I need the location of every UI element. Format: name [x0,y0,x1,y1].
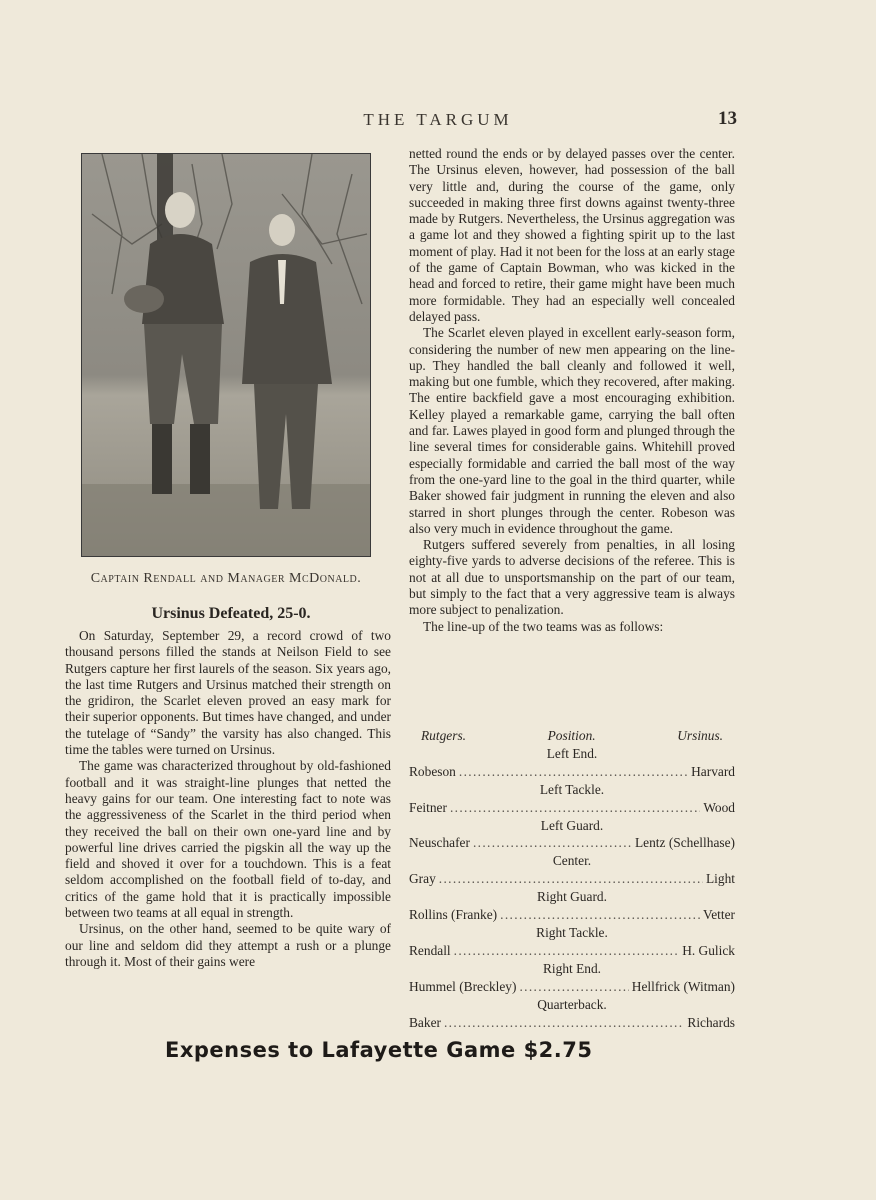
lineup-ursinus-player: Vetter [703,907,735,923]
lineup-position: Quarterback. [537,996,607,1012]
paragraph: The game was characterized throughout by old-fashioned football and it was straight-line plunges that netted the heavy gains for our team. One interesting fact to note was the aggressiveness of the Scarlet in the third period when they received the ball on their own one-yard line and by powerful line drives carried the pigskin all the way up the field and shoved it over for a touchdown. This is a feat seldom accomplished on the football field of to-day, and critics of the game hold that it is practically impossible between two teams at all equal in strength. [65,758,391,921]
lineup-row [409,978,735,996]
lineup-ursinus-player: Wood [703,799,735,815]
lineup-rows [409,745,735,1032]
leader-dots [500,906,700,924]
lineup-row [409,1014,735,1032]
paragraph: Ursinus, on the other hand, seemed to be quite wary of our line and seldom did they attempt a rush or a plunge through it. Most of their gains were [65,921,391,969]
lineup-ursinus-player: Lentz (Schellhase) [634,835,735,851]
lineup-ursinus-player: H. Gulick [682,942,735,958]
lineup-header-position: Position. [547,728,596,743]
article-column-right [409,146,735,635]
article-column-left [65,628,391,970]
lineup-row [409,834,735,852]
lineup-position: Center. [552,853,592,869]
lineup-ursinus-player: Hellfrick (Witman) [631,978,735,994]
lineup-header-rutgers: Rutgers. [421,728,467,743]
lineup-position: Right End. [542,960,602,976]
leader-dots [444,1014,684,1032]
lineup-rutgers-player: Feitner [409,799,447,815]
lineup-ursinus-player: Richards [687,1014,735,1030]
paragraph: On Saturday, September 29, a record crowd of two thousand persons filled the stands at Neilson Field to see Rutgers capture her first laurels of the season. Six years ago, the last time Rutgers and Ursinus matched their strength on the gridiron, the Scarlet eleven proved an easy mark for their superior opponents. But times have changed, and under the tutelage of “Sandy” the varsity has also changed. This time the tables were turned on Ursinus. [65,628,391,758]
lineup-ursinus-player: Light [705,871,735,887]
leader-dots [454,942,680,960]
lineup-row [409,799,735,817]
lineup-rutgers-player: Hummel (Breckley) [409,978,517,994]
lineup-rutgers-player: Gray [409,871,436,887]
lineup-rutgers-player: Rollins (Franke) [409,907,498,923]
paragraph: The line-up of the two teams was as follows: [423,618,664,634]
lineup-rutgers-player: Neuschafer [409,835,470,851]
lineup-position: Left Guard. [540,817,604,833]
leader-dots [459,763,688,781]
photo-illustration [82,154,370,556]
lineup-rutgers-player: Baker [409,1014,441,1030]
paragraph: Rutgers suffered severely from penalties, in all losing eighty-five yards to adverse decisions of the referee. This is not at all due to unsportsmanship on the part of our team, but simply to the fact that a very aggressive team is always more subject to penalization. [409,537,735,618]
lineup-table [409,727,735,1031]
leader-dots [519,978,628,996]
lineup-header [409,727,735,745]
lineup-header-ursinus: Ursinus. [677,728,723,743]
paragraph: The Scarlet eleven played in excellent early-season form, considering the number of new men appearing on the line-up. They handled the ball cleanly and followed it well, making but one fumble, which they recovered, after making. The entire backfield gave a most encouraging exhibition. Kelley played a remarkable game, carrying the ball often and far. Lawes played in good form and plunged through the line several times for considerable gains. Whitehill proved especially formidable and carried the ball most of the way from the one-yard line to the goal in the third quarter, while Baker showed fair judgment in running the eleven and also starred in short plunges through the center. Robeson was also very much in evidence throughout the game. [409,325,735,536]
lineup-row [409,763,735,781]
running-title: THE TARGUM [363,110,513,129]
article-title: Ursinus Defeated, 25-0. [151,605,311,622]
lineup-rutgers-player: Robeson [409,763,456,779]
expenses-banner: Expenses to Lafayette Game $2.75 [165,1038,593,1062]
leader-dots [439,870,703,888]
lineup-position: Left Tackle. [539,781,605,797]
lineup-position: Left End. [546,745,598,761]
lineup-ursinus-player: Harvard [691,763,735,779]
lineup-position: Right Guard. [537,889,607,905]
leader-dots [450,799,700,817]
photo-caption [70,571,382,587]
lineup-rutgers-player: Rendall [409,942,451,958]
page-number: 13 [718,108,737,129]
leader-dots [473,834,632,852]
lineup-row [409,942,735,960]
photo-caption-text: Captain Rendall and Manager McDonald. [90,571,362,586]
lineup-row [409,870,735,888]
paragraph: netted round the ends or by delayed passes over the center. The Ursinus eleven, however, had possession of the ball very little and, during the course of the game, only succeeded in making three first downs against twenty-three made by Rutgers. Nevertheless, the Ursinus aggregation was a game lot and they showed a fighting spirit up to the last moment of play. Had it not been for the loss at an early stage of the game of Captain Bowman, who was kicked in the head and forced to retire, their game might have been much more formidable. They had an especially well concealed delayed pass. [409,146,735,324]
lineup-position: Right Tackle. [536,924,608,940]
lineup-row [409,906,735,924]
team-photo [81,153,371,557]
